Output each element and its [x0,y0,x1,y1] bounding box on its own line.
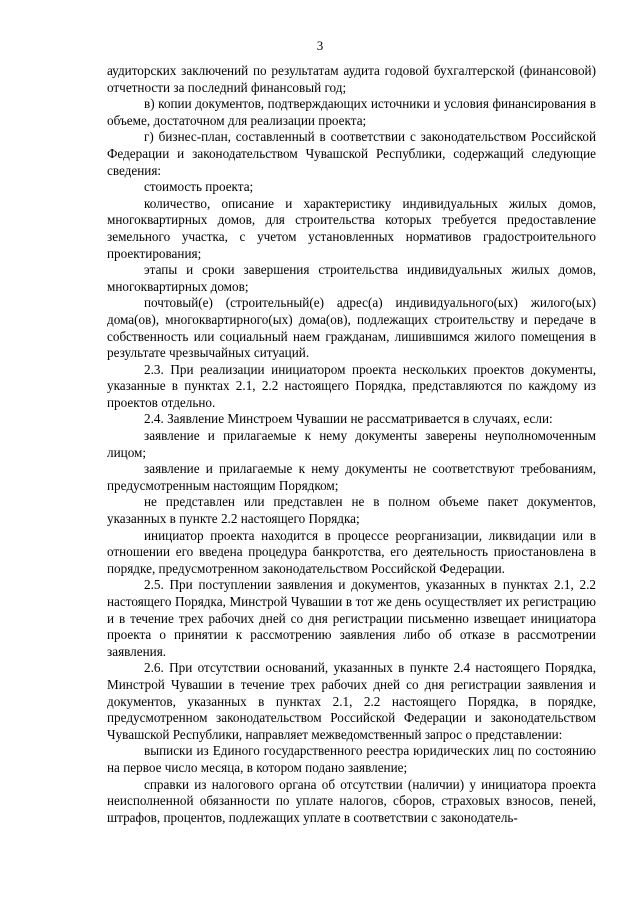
paragraph-2-5: 2.5. При поступлении заявления и документов, указанных в пунктах 2.1, 2.2 настоящего Порядка, Минстрой Чувашии в тот же день осуществляет их регистрацию и в течение трех рабочих дней со дня регистрации письменно извещает инициатора проекта о принятии к рассмотрению заявления либо об отказе в рассмотрении заявления. [107,577,596,659]
paragraph-project-cost: стоимость проекта; [144,179,254,195]
paragraph-tax-certificate: справки из налогового органа об отсутствии (наличии) у инициатора проекта неисполненной обязанности по уплате налогов, сборов, страховых взносов, пеней, штрафов, процентов, подлежащих уплате в соответствии с законодатель- [107,776,596,825]
paragraph-item-g: г) бизнес-план, составленный в соответствии с законодательством Российской Федерации и законодательством Чувашской Республики, содержащий следующие сведения: [107,129,596,178]
paragraph-2-3: 2.3. При реализации инициатором проекта нескольких проектов документы, указанные в пунктах 2.1, 2.2 настоящего Порядка, представляются по каждому из проектов отдельно. [107,361,596,410]
paragraph-item-v: в) копии документов, подтверждающих источники и условия финансирования в объеме, достаточном для реализации проекта; [107,96,596,128]
paragraph-egrul-extract: выписки из Единого государственного реестра юридических лиц по состоянию на первое число месяца, в котором подано заявление; [107,743,596,775]
paragraph-continuation: аудиторских заключений по результатам аудита годовой бухгалтерской (финансовой) отчетности за последний финансовый год; [107,63,596,95]
document-body [107,63,596,826]
paragraph-2-4-case-2: заявление и прилагаемые к нему документы не соответствуют требованиям, предусмотренным настоящим Порядком; [107,461,596,493]
page-number: 3 [316,38,324,53]
paragraph-stages: этапы и сроки завершения строительства индивидуальных жилых домов, многоквартирных домов; [107,262,596,294]
paragraph-2-4: 2.4. Заявление Минстроем Чувашии не рассматривается в случаях, если: [144,411,553,427]
paragraph-2-4-case-1: заявление и прилагаемые к нему документы заверены неуполномоченным лицом; [107,428,596,460]
paragraph-2-4-case-4: инициатор проекта находится в процессе реорганизации, ликвидации или в отношении его введена процедура банкротства, его деятельность приостановлена в порядке, предусмотренном законодательством Российской Федерации. [107,527,596,576]
paragraph-addresses: почтовый(е) (строительный(е) адрес(а) индивидуального(ых) жилого(ых) дома(ов), многоквартирного(ых) дома(ов), подлежащих строительству и передаче в собственность или социальный наем гражданам, лишившимся жилого помещения в результате чрезвычайных ситуаций. [107,295,596,361]
paragraph-2-4-case-3: не представлен или представлен не в полном объеме пакет документов, указанных в пункте 2.2 настоящего Порядка; [107,494,596,527]
paragraph-houses-count: количество, описание и характеристику индивидуальных жилых домов, многоквартирных домов, для строительства которых требуется предоставление земельного участка, с учетом установленных нормативов градостроительного проектирования; [107,195,596,261]
paragraph-2-6: 2.6. При отсутствии оснований, указанных в пункте 2.4 настоящего Порядка, Минстрой Чувашии в течение трех рабочих дней со дня регистрации заявления и документов, указанных в пунктах 2.1, 2.2 настоящего Порядка, в порядке, предусмотренном законодательством Российской Федерации и законодательством Чувашской Республики, направляет межведомственный запрос о представлении: [107,660,596,742]
